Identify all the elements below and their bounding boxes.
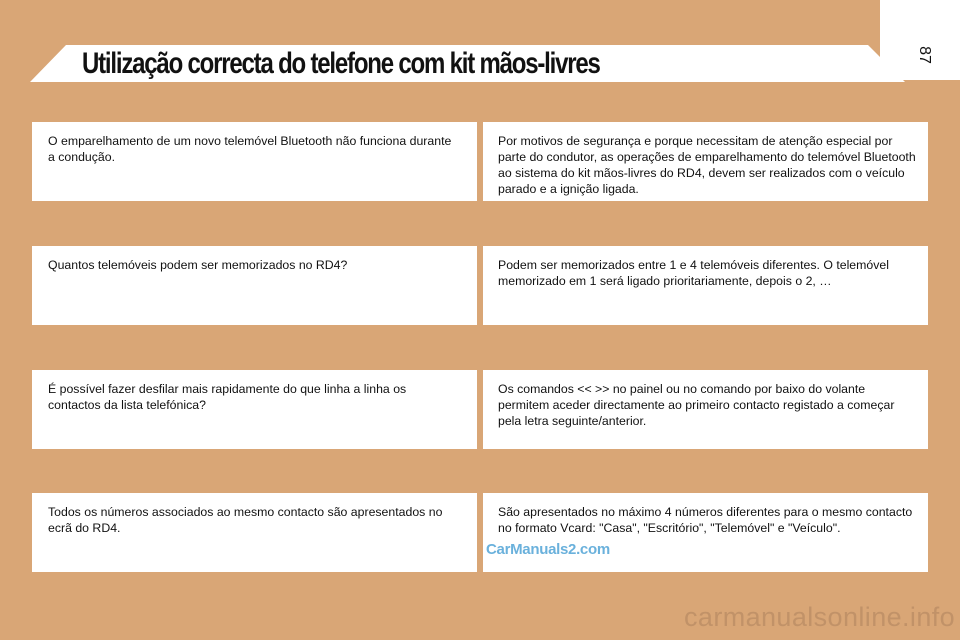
answer-text-3: Os comandos << >> no painel ou no comando por baixo do volante permitem aceder directamente ao primeiro contacto registado a começar pela letra seguinte/anterior. [498,382,895,428]
answer-text-1: Por motivos de segurança e porque necessitam de atenção especial por parte do condutor, as operações de emparelhamento do telemóvel Bluetooth ao sistema do kit mãos-livres do RD4, devem ser realizados com o veículo parado e a ignição ligada. [498,134,916,196]
question-text-2: Quantos telemóveis podem ser memorizados no RD4? [48,258,348,272]
question-text-4: Todos os números associados ao mesmo contacto são apresentados no ecrã do RD4. [48,505,443,535]
answer-text-2: Podem ser memorizados entre 1 e 4 telemóveis diferentes. O telemóvel memorizado em 1 será ligado prioritariamente, depois o 2, … [498,258,889,288]
question-box-2 [32,246,477,325]
answer-text-4: São apresentados no máximo 4 números diferentes para o mesmo contacto no formato Vcard: "Casa", "Escritório", "Telemóvel" e "Veículo". [498,505,913,535]
answer-box-2 [483,246,928,325]
question-text-3: É possível fazer desfilar mais rapidamente do que linha a linha os contactos da lista telefónica? [48,382,407,412]
question-box-1 [32,122,477,201]
answer-box-4 [483,493,928,572]
answer-box-1 [483,122,928,201]
page-number: 87 [916,46,933,64]
title-banner [30,45,905,82]
question-text-1: O emparelhamento de um novo telemóvel Bluetooth não funciona durante a condução. [48,134,452,164]
question-box-4 [32,493,477,572]
page-title: Utilização correcta do telefone com kit mãos-livres [82,47,600,80]
answer-box-3 [483,370,928,449]
question-box-3 [32,370,477,449]
watermark-carmanuals2: CarManuals2.com [486,541,610,558]
watermark-carmanualsonline: carmanualsonline.info [684,602,956,632]
